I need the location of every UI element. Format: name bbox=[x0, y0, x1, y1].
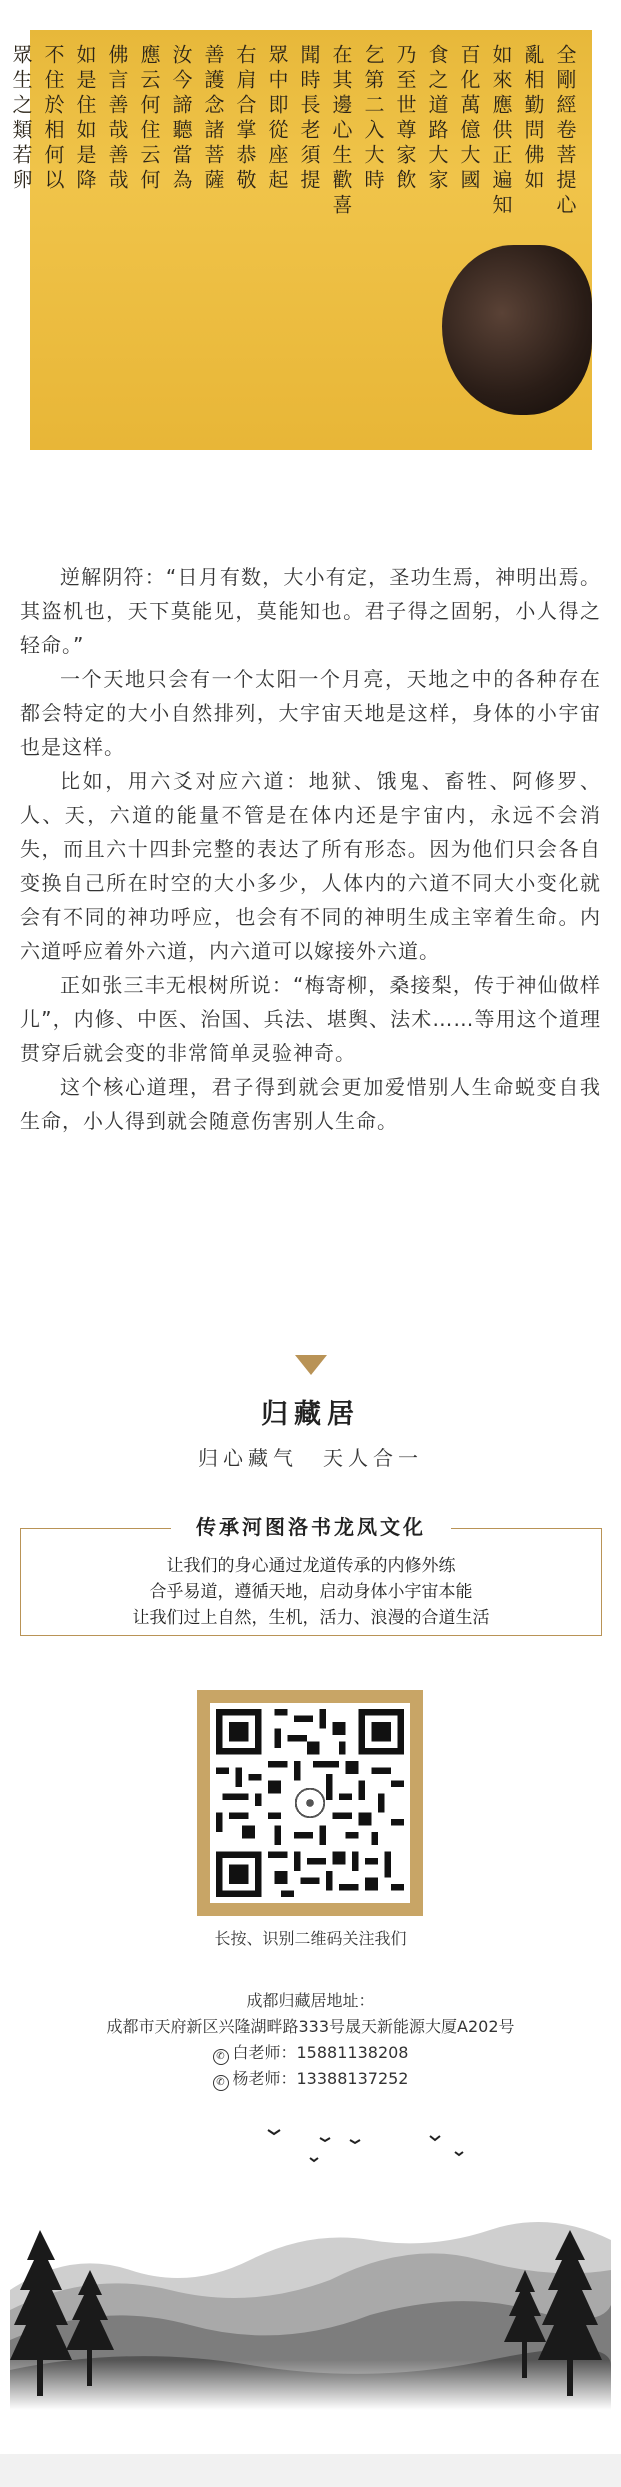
qr-code-icon bbox=[216, 1709, 404, 1897]
mission-line: 让我们过上自然，生机，活力、浪漫的合道生活 bbox=[132, 1608, 490, 1628]
calligraphy-column: 全剛經卷菩提心 bbox=[553, 44, 577, 219]
phone-line bbox=[10, 2066, 611, 2091]
promo-card bbox=[10, 1310, 611, 2410]
article-paragraph: 正如张三丰无根树所说：“梅寄柳，桑接梨，传于神仙做样儿”，内修、中医、治国、兵法、堪舆、法术……等用这个道理贯穿后就会变的非常简单灵验神奇。 bbox=[20, 973, 601, 1065]
phone-line bbox=[10, 2040, 611, 2065]
qr-caption: 长按、识别二维码关注我们 bbox=[214, 1929, 407, 1948]
calligraphy-column: 善護念諸菩薩 bbox=[201, 44, 225, 194]
calligraphy-column: 聞時長老須提 bbox=[297, 44, 321, 194]
article-body bbox=[20, 560, 601, 1138]
phone-number: 杨老师：13388137252 bbox=[232, 2069, 409, 2088]
calligraphy-column: 百化萬億大國 bbox=[457, 44, 481, 194]
mission-box bbox=[20, 1515, 602, 1636]
calligraphy-column: 不住於相何以 bbox=[41, 44, 65, 194]
calligraphy-column: 在其邊心生歡喜 bbox=[329, 44, 353, 219]
qr-code-frame[interactable] bbox=[197, 1690, 423, 1916]
phone-number: 白老师：15881138208 bbox=[232, 2043, 409, 2062]
calligraphy-column: 如是住如是降 bbox=[73, 44, 97, 194]
calligraphy-column bbox=[0, 44, 2, 436]
calligraphy-column: 亂相勤問佛如 bbox=[521, 44, 545, 194]
phone-icon: ✆ bbox=[213, 2049, 229, 2065]
calligraphy-column: 如來應供正遍知 bbox=[489, 44, 513, 219]
qr-code[interactable] bbox=[210, 1703, 410, 1903]
article-paragraph: 比如，用六爻对应六道：地狱、饿鬼、畜牲、阿修罗、人、天，六道的能量不管是在体内还是宇宙内，永远不会消失，而且六十四卦完整的表达了所有形态。因为他们只会各自变换自己所在时空的大小多少，人体内的六道不同大小变化就会有不同的神功呼应，也会有不同的神明生成主宰着生命。内六道呼应着外六道，内六道可以嫁接外六道。 bbox=[20, 769, 601, 963]
page-bottom-bar bbox=[0, 2454, 621, 2487]
address-text: 成都市天府新区兴隆湖畔路333号晟天新能源大厦A202号 bbox=[106, 2017, 515, 2036]
article-paragraph: 逆解阴符：“日月有数，大小有定，圣功生焉，神明出焉。其盗机也，天下莫能见，莫能知也。君子得之固躬，小人得之轻命。” bbox=[20, 565, 601, 657]
triangle-icon bbox=[295, 1355, 327, 1375]
mission-title: 传承河图洛书龙凤文化 bbox=[171, 1511, 451, 1540]
bird-icon bbox=[268, 2130, 463, 2161]
calligraphy-column: 眾中即從座起 bbox=[265, 44, 289, 194]
calligraphy-column: 乃至世尊家飲 bbox=[393, 44, 417, 194]
mission-line: 合乎易道，遵循天地，启动身体小宇宙本能 bbox=[149, 1582, 473, 1602]
calligraphy-column: 眾生之類若卵 bbox=[9, 44, 33, 194]
ink-landscape-image bbox=[10, 2120, 611, 2410]
calligraphy-column: 應云何住云何 bbox=[137, 44, 161, 194]
article-paragraph: 一个天地只会有一个太阳一个月亮，天地之中的各种存在都会特定的大小自然排列，大宇宙天地是这样，身体的小宇宙也是这样。 bbox=[20, 667, 601, 759]
calligraphy-column: 乞第二入大時 bbox=[361, 44, 385, 194]
toad-sculpture-image bbox=[442, 245, 592, 415]
article-paragraph: 这个核心道理，君子得到就会更加爱惜别人生命蜕变自我生命，小人得到就会随意伤害别人生命。 bbox=[20, 1075, 601, 1133]
brand-slogan: 归心藏气 天人合一 bbox=[198, 1446, 423, 1470]
calligraphy-column: 右肩合掌恭敬 bbox=[233, 44, 257, 194]
calligraphy-column: 佛言善哉善哉 bbox=[105, 44, 129, 194]
calligraphy-image bbox=[9, 30, 592, 450]
calligraphy-column: 汝今諦聽當為 bbox=[169, 44, 193, 194]
brand-title: 归藏居 bbox=[261, 1399, 360, 1430]
mission-line: 让我们的身心通过龙道传承的内修外练 bbox=[166, 1556, 456, 1576]
phone-icon: ✆ bbox=[213, 2075, 229, 2091]
address-label: 成都归藏居地址： bbox=[246, 1991, 375, 2010]
calligraphy-column: 食之道路大家 bbox=[425, 44, 449, 194]
